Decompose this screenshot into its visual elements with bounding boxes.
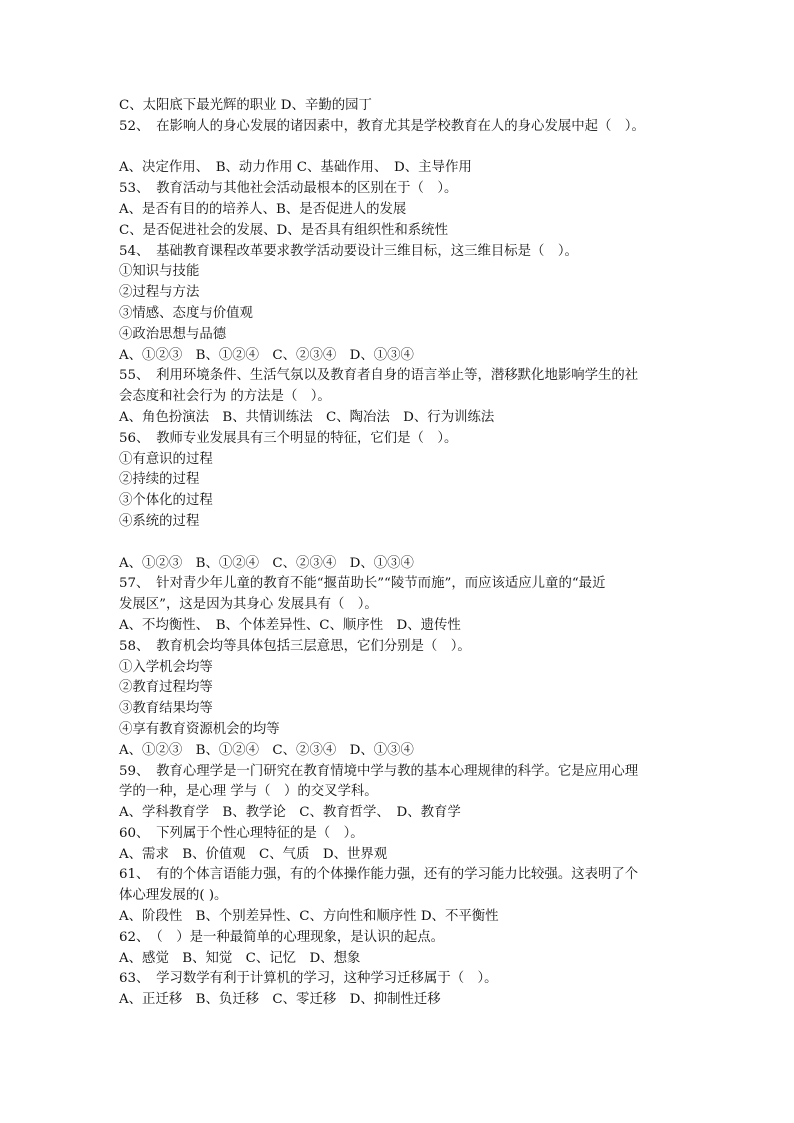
text-line: A、角色扮演法 B、共情训练法 C、陶冶法 D、行为训练法 (119, 409, 495, 425)
text-line: ④享有教育资源机会的均等 (119, 721, 280, 737)
text-line: A、①②③ B、①②④ C、②③④ D、①③④ (119, 555, 414, 571)
text-line: 56、 教师专业发展具有三个明显的特征，它们是（ ）。 (119, 430, 458, 446)
text-line: A、正迁移 B、负迁移 C、零迁移 D、抑制性迁移 (119, 992, 441, 1008)
text-line: C、太阳底下最光辉的职业 D、辛勤的园丁 (119, 98, 372, 113)
text-line: ③情感、态度与价值观 (119, 305, 253, 321)
text-line: A、是否有目的的培养人、B、是否促进人的发展 (119, 201, 407, 217)
text-line: ①入学机会均等 (119, 659, 213, 675)
text-line: 53、 教育活动与其他社会活动最根本的区别在于（ ）。 (119, 181, 458, 197)
text-line: 60、 下列属于个性心理特征的是（ ）。 (119, 825, 364, 841)
text-line: A、决定作用、 B、动力作用 C、基础作用、 D、主导作用 (119, 160, 472, 176)
text-line: A、①②③ B、①②④ C、②③④ D、①③④ (119, 742, 414, 758)
text-line: A、感觉 B、知觉 C、记忆 D、想象 (119, 950, 361, 966)
text-line: 发展区”，这是因为其身心 发展具有（ ）。 (119, 597, 378, 613)
text-line: ③个体化的过程 (119, 493, 213, 509)
text-line: 58、 教育机会均等具体包括三层意思，它们分别是（ ）。 (119, 638, 471, 654)
blank-line (119, 138, 699, 159)
blank-line (119, 533, 699, 554)
text-line: ②持续的过程 (119, 472, 200, 488)
text-line: ①有意识的过程 (119, 451, 213, 467)
text-line: 学的一种，是心理 学与（ ）的交叉学科。 (119, 784, 378, 800)
text-line: 55、 利用环境条件、生活气氛以及教育者自身的语言举止等，潜移默化地影响学生的社 (119, 368, 639, 384)
text-line: C、是否促进社会的发展、D、是否具有组织性和系统性 (119, 222, 448, 238)
text-line: A、不均衡性、 B、个体差异性、C、顺序性 D、遗传性 (119, 617, 461, 633)
text-line: ③教育结果均等 (119, 701, 213, 717)
text-line: 54、 基础教育课程改革要求教学活动要设计三维目标，这三维目标是（ ）。 (119, 243, 578, 259)
document-page (119, 96, 699, 1011)
text-line: ④系统的过程 (119, 513, 200, 529)
text-line: A、①②③ B、①②④ C、②③④ D、①③④ (119, 347, 414, 363)
text-line: ④政治思想与品德 (119, 326, 227, 342)
text-line: ①知识与技能 (119, 264, 200, 280)
text-line: 52、 在影响人的身心发展的诸因素中，教育尤其是学校教育在人的身心发展中起（ ）。 (119, 118, 645, 134)
text-line: ②过程与方法 (119, 285, 200, 301)
text-line: ②教育过程均等 (119, 680, 213, 696)
text-line: 62、 （ ）是一种最简单的心理现象，是认识的起点。 (119, 929, 445, 945)
text-line: A、阶段性 B、个别差异性、C、方向性和顺序性 D、不平衡性 (119, 909, 499, 925)
text-line: 会态度和社会行为 的方法是（ ）。 (119, 389, 331, 405)
text-line: A、学科教育学 B、教学论 C、教育哲学、 D、教育学 (119, 805, 461, 821)
text-line: 61、 有的个体言语能力强，有的个体操作能力强，还有的学习能力比较强。这表明了个 (119, 867, 639, 883)
text-line: 体心理发展的( )。 (119, 888, 228, 904)
text-line: 59、 教育心理学是一门研究在教育情境中学与教的基本心理规律的科学。它是应用心理 (119, 763, 639, 779)
text-line: A、需求 B、价值观 C、气质 D、世界观 (119, 846, 388, 862)
text-line: 57、 针对青少年儿童的教育不能“揠苗助长”“陵节而施”，而应该适应儿童的“最近 (119, 576, 606, 592)
text-line: 63、 学习数学有利于计算机的学习，这种学习迁移属于（ ）。 (119, 971, 498, 987)
